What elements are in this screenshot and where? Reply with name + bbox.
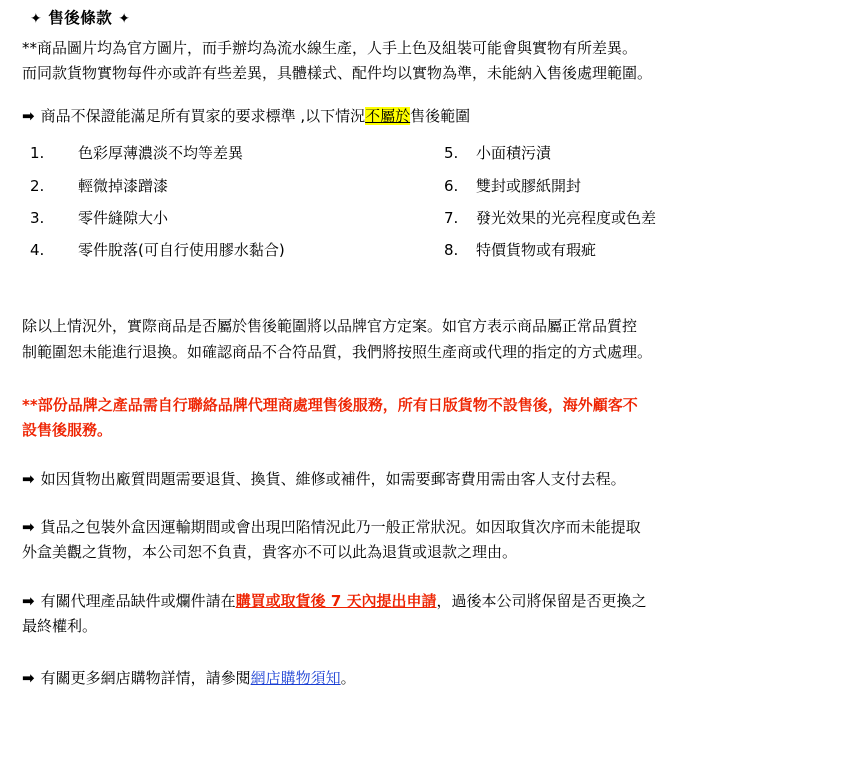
- exclusion-notice-after: 售後範圍: [410, 107, 471, 126]
- list-item-number: 7.: [444, 208, 459, 227]
- spacer: [22, 641, 850, 667]
- arrow-icon: ➡: [22, 470, 35, 489]
- list-item-number: 1.: [30, 144, 45, 163]
- list-item: [22, 142, 442, 165]
- page-title: [24, 6, 850, 31]
- list-item: [442, 207, 656, 230]
- list-item: [442, 142, 656, 165]
- claim-notice-line-1: [22, 590, 850, 613]
- list-item-number: 6.: [444, 176, 459, 195]
- list-item-number: 4.: [30, 241, 45, 260]
- claim-notice-before: 有關代理產品缺件或爛件請在: [40, 592, 236, 611]
- bullet-return-shipping: [22, 468, 850, 491]
- spacer: [22, 366, 850, 394]
- shopping-guide-link[interactable]: 網店購物須知: [250, 668, 341, 687]
- list-item: [442, 175, 656, 198]
- exclusion-notice: [22, 105, 850, 128]
- final-notice-after: 。: [340, 668, 356, 687]
- bullet-packaging-line-1: [22, 516, 850, 539]
- list-item: [22, 207, 442, 230]
- exclusion-list-left-column: [22, 142, 442, 271]
- spacer: [22, 494, 850, 516]
- exclusion-list-right-column: [442, 142, 656, 271]
- spacer: [22, 566, 850, 590]
- list-item: [442, 239, 656, 262]
- list-item-label: 輕微掉漆蹭漆: [78, 176, 169, 195]
- spacer: [22, 444, 850, 468]
- red-notice-line-1: **部份品牌之產品需自行聯絡品牌代理商處理售後服務，所有日版貨物不設售後，海外顧客不: [22, 395, 638, 414]
- final-notice-before: 有關更多網店購物詳情，請參閱: [40, 668, 251, 687]
- spacer: [22, 87, 850, 105]
- list-item-label: 零件脫落(可自行使用膠水黏合): [78, 241, 285, 260]
- exclusion-notice-highlight: 不屬於: [365, 107, 411, 126]
- list-item-label: 色彩厚薄濃淡不均等差異: [78, 144, 244, 163]
- bullet-packaging-text-1: 貨品之包裝外盒因運輸期間或會出現凹陷情況此乃一般正常狀況。如因取貨次序而未能提取: [40, 517, 641, 536]
- intro-line-2: 而同款貨物實物每件亦或許有些差異，具體樣式、配件均以實物為準，未能納入售後處理範圍。: [22, 63, 653, 82]
- bullet-packaging-line-2: 外盒美觀之貨物，本公司恕不負責，貴客亦不可以此為退貨或退款之理由。: [22, 542, 518, 561]
- spacer: [22, 271, 850, 315]
- claim-notice-line-2: 最終權利。: [22, 617, 98, 636]
- arrow-icon: ➡: [22, 592, 35, 611]
- list-item-label: 特價貨物或有瑕疵: [476, 241, 597, 260]
- intro-line-1: **商品圖片均為官方圖片，而手辦均為流水線生產，人手上色及組裝可能會與實物有所差異。: [22, 38, 638, 57]
- policy-paragraph-line-2: 制範圍恕未能進行退換。如確認商品不合符品質，我們將按照生產商或代理的指定的方式處理。: [22, 342, 653, 361]
- bullet-return-shipping-text: 如因貨物出廠質問題需要退貨、換貨、維修或補件，如需要郵寄費用需由客人支付去程。: [40, 470, 626, 489]
- list-item-number: 3.: [30, 208, 45, 227]
- diamond-icon-right: ✦: [118, 11, 131, 27]
- list-item-label: 發光效果的光亮程度或色差: [476, 208, 657, 227]
- list-item-number: 2.: [30, 176, 45, 195]
- list-item-label: 雙封或膠紙開封: [476, 176, 582, 195]
- exclusion-list: [22, 142, 850, 271]
- final-notice: [22, 667, 850, 690]
- list-item: [22, 175, 442, 198]
- arrow-icon: ➡: [22, 517, 35, 536]
- policy-paragraph-line-1: 除以上情況外，實際商品是否屬於售後範圍將以品牌官方定案。如官方表示商品屬正常品質控: [22, 317, 638, 336]
- page-title-text: 售後條款: [48, 9, 113, 27]
- exclusion-notice-before: 商品不保證能滿足所有買家的要求標準 ,以下情況: [40, 107, 366, 126]
- arrow-icon: ➡: [22, 107, 35, 126]
- list-item: [22, 239, 442, 262]
- list-item-label: 小面積污漬: [476, 144, 552, 163]
- claim-notice-emphasis: 購買或取貨後 7 天內提出申請: [235, 592, 437, 611]
- list-item-number: 5.: [444, 144, 459, 163]
- list-item-number: 8.: [444, 241, 459, 260]
- claim-notice-after: ，過後本公司將保留是否更換之: [436, 592, 647, 611]
- red-notice-line-2: 設售後服務。: [22, 421, 113, 440]
- list-item-label: 零件縫隙大小: [78, 208, 169, 227]
- arrow-icon: ➡: [22, 668, 35, 687]
- diamond-icon-left: ✦: [30, 11, 43, 27]
